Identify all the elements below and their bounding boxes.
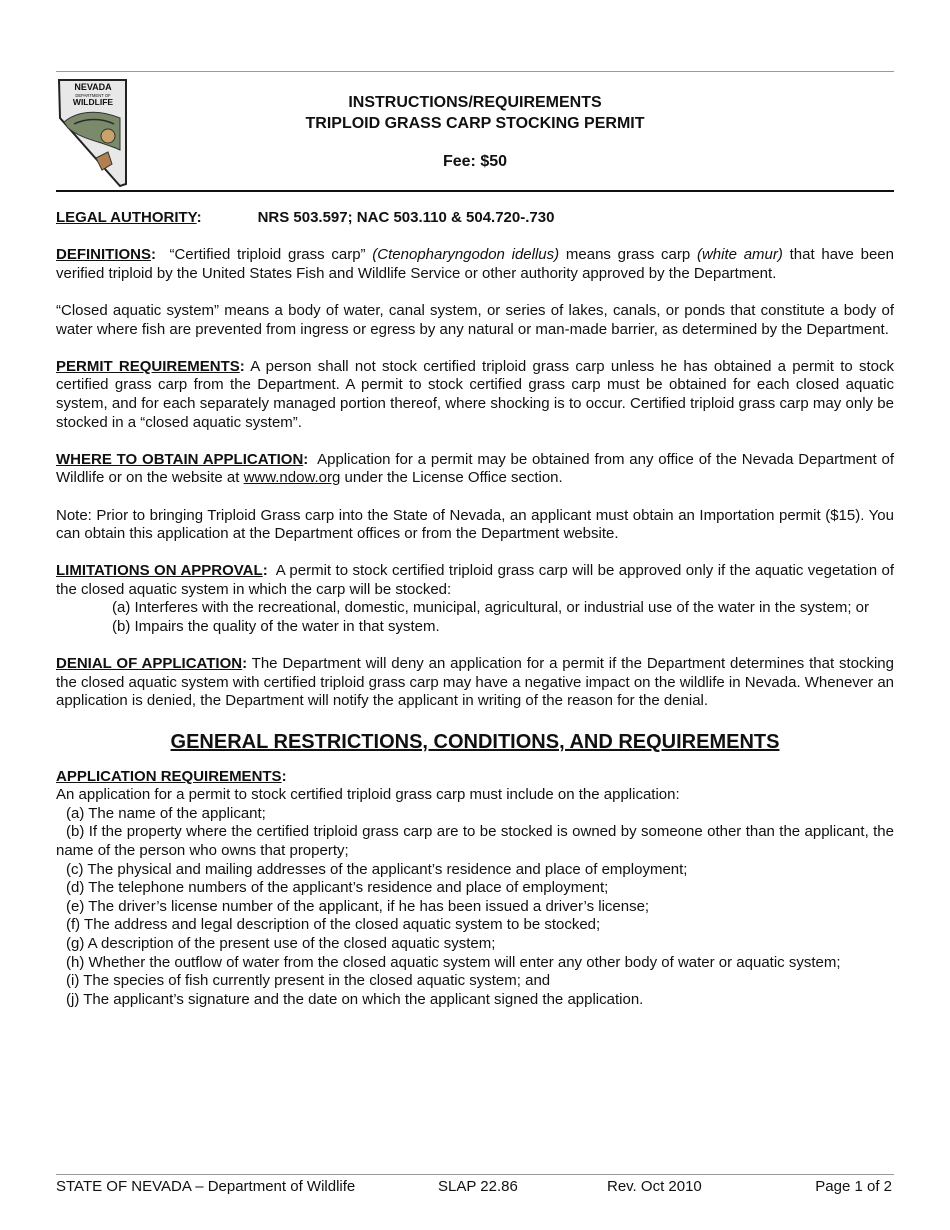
closed-aquatic-system-definition: “Closed aquatic system” means a body of water, canal system, or series of lakes, canals, or ponds that constitute a body of water where fish are prevented from ingress or egress by any natural or man-made barrier, as determined by the Department.	[56, 301, 894, 338]
application-requirements-list	[56, 805, 894, 1010]
logo-text-line3: WILDLIFE	[72, 97, 114, 107]
definitions-text-2: means grass carp	[559, 246, 697, 264]
list-item	[56, 972, 894, 991]
requirement-h: (h) Whether the outflow of water from the closed aquatic system will enter any other body of water or aquatic system;	[66, 953, 841, 971]
obtain-application-label: WHERE TO OBTAIN APPLICATION	[56, 450, 304, 468]
definitions-text-3: that have been verified triploid by the United States Fish and Wildlife Service or other authority approved by the Department.	[56, 246, 894, 282]
footer-page-number: Page 1 of 2	[815, 1178, 892, 1195]
footer-form-number: SLAP 22.86	[438, 1178, 518, 1195]
denial-paragraph: DENIAL OF APPLICATION: The Department will deny an application for a permit if the Department determines that stocking the closed aquatic system with certified triploid grass carp may have a negative impact on the wildlife in Nevada. Whenever an application is denied, the Department will notify the applicant in writing of the reason for the denial.	[56, 655, 894, 710]
requirement-f: (f) The address and legal description of the closed aquatic system to be stocked;	[66, 916, 601, 934]
title-line2: TRIPLOID GRASS CARP STOCKING PERMIT	[305, 115, 645, 132]
fee-label: Fee: $50	[442, 153, 508, 170]
list-item	[56, 879, 894, 898]
legal-authority	[56, 209, 894, 228]
footer-agency: STATE OF NEVADA – Department of Wildlife	[56, 1178, 356, 1195]
requirement-e: (e) The driver’s license number of the applicant, if he has been issued a driver’s license;	[66, 897, 650, 915]
legal-citation: NRS 503.597; NAC 503.110 & 504.720-.730	[257, 209, 555, 226]
definitions-label: DEFINITIONS	[56, 246, 152, 264]
limitations-label: LIMITATIONS ON APPROVAL	[56, 562, 263, 580]
top-rule	[56, 71, 894, 72]
definitions-paragraph: DEFINITIONS: “Certified triploid grass carp” (Ctenopharyngodon idellus) means grass carp (white amur) that have been verified triploid by the United States Fish and Wildlife Service or other authority approved by the Department.	[56, 246, 894, 282]
limitations-paragraph: LIMITATIONS ON APPROVAL: A permit to stock certified triploid grass carp will be approved only if the aquatic vegetation of the closed aquatic system in which the carp will be stocked:	[56, 562, 899, 598]
list-item	[56, 991, 894, 1010]
title-line1: INSTRUCTIONS/REQUIREMENTS	[348, 94, 602, 111]
scientific-name: (Ctenopharyngodon idellus)	[372, 246, 560, 264]
list-item	[56, 805, 894, 824]
application-requirements-section: APPLICATION REQUIREMENTS: An application for a permit to stock certified triploid grass carp must include on the application: (a) The name of the applicant; (b) If the property where the certified triploid grass carp are to be stocked is owned by someone other than the applicant, the name of the person who owns that property; (c) The physical and mailing addresses of the applicant’s residence and place of employment; (d) The telephone numbers of the applicant’s residence and place of employment; (e) The driver’s license number of the applicant, if he has been issued a driver’s license; (f) The address and legal description of the closed aquatic system to be stocked; (g) A description of the present use of the closed aquatic system; (h) Whether the outflow of water from the closed aquatic system will enter any other body of water or aquatic system; (i) The species of fish currently present in the closed aquatic system; and (j) The applicant’s signature and the date on which the applicant signed the application.	[56, 767, 894, 1008]
obtain-application-paragraph: WHERE TO OBTAIN APPLICATION: Application for a permit may be obtained from any office of the Nevada Department of Wildlife or on the website at www.ndow.org under the License Office section.	[56, 450, 899, 487]
list-item	[56, 935, 894, 954]
application-requirements-intro: An application for a permit to stock certified triploid grass carp must include on the application:	[56, 786, 680, 804]
definitions-text-1: “Certified triploid grass carp”	[156, 246, 373, 264]
requirement-d: (d) The telephone numbers of the applicant’s residence and place of employment;	[66, 879, 609, 897]
limitation-item-a: (a) Interferes with the recreational, domestic, municipal, agricultural, or industrial use of the water in the system; or	[112, 599, 869, 617]
obtain-application-text-2: under the License Office section.	[340, 469, 563, 487]
application-requirements-label: APPLICATION REQUIREMENTS	[56, 767, 282, 785]
document-body	[56, 209, 899, 1009]
permit-requirements-label: PERMIT REQUIREMENTS	[56, 357, 240, 375]
list-item	[56, 916, 894, 935]
permit-requirements-text: A person shall not stock certified triploid grass carp unless he has obtained a permit to stock certified grass carp from the Department. A permit to stock certified grass carp must be obtained for each closed aquatic system, and for each separately managed portion thereof, where shocking is to occur. Certified triploid grass carp may only be stocked in a “closed aquatic system”.	[56, 357, 894, 431]
general-section-title: GENERAL RESTRICTIONS, CONDITIONS, AND REQUIREMENTS	[170, 731, 780, 754]
permit-requirements-paragraph: PERMIT REQUIREMENTS: A person shall not stock certified triploid grass carp unless he has obtained a permit to stock certified grass carp from the Department. A permit to stock certified grass carp must be obtained for each closed aquatic system, and for each separately managed portion thereof, where shocking is to occur. Certified triploid grass carp may only be stocked in a “closed aquatic system”.	[56, 357, 894, 431]
requirement-g: (g) A description of the present use of the closed aquatic system;	[66, 934, 496, 952]
list-item	[56, 823, 894, 860]
list-item	[56, 861, 894, 880]
requirement-i: (i) The species of fish currently present in the closed aquatic system; and	[66, 972, 551, 990]
requirement-j: (j) The applicant’s signature and the date on which the applicant signed the application.	[66, 990, 644, 1008]
logo-text-line1: NEVADA	[74, 82, 112, 92]
importation-note: Note: Prior to bringing Triploid Grass carp into the State of Nevada, an applicant must obtain an Importation permit ($15). You can obtain this application at the Department offices or from the Department website.	[56, 506, 894, 543]
requirement-a: (a) The name of the applicant;	[66, 804, 266, 822]
limitations-text: A permit to stock certified triploid grass carp will be approved only if the aquatic vegetation of the closed aquatic system in which the carp will be stocked:	[56, 562, 899, 598]
common-name: (white amur)	[696, 246, 783, 264]
legal-authority-label: LEGAL AUTHORITY	[56, 209, 197, 226]
list-item	[56, 898, 894, 917]
ndow-website-link[interactable]: www.ndow.org	[243, 469, 341, 487]
obtain-application-text-1: Application for a permit may be obtained from any office of the Nevada Department of Wildlife or on the website at	[56, 450, 899, 487]
logo-text-line2: DEPARTMENT OF	[75, 93, 111, 98]
document-title	[56, 92, 894, 134]
document-header	[56, 78, 894, 192]
footer-rule	[56, 1174, 894, 1175]
requirement-c: (c) The physical and mailing addresses of the applicant’s residence and place of employment;	[66, 860, 688, 878]
list-item	[56, 954, 894, 973]
footer-revision: Rev. Oct 2010	[607, 1178, 702, 1195]
limitation-item-b: (b) Impairs the quality of the water in that system.	[112, 618, 440, 636]
legal-authority-colon: :	[196, 209, 202, 226]
denial-label: DENIAL OF APPLICATION	[56, 655, 243, 673]
denial-text: The Department will deny an application for a permit if the Department determines that stocking the closed aquatic system with certified triploid grass carp may have a negative impact on the wildlife in Nevada. Whenever an application is denied, the Department will notify the applicant in writing of the reason for the denial.	[56, 655, 894, 710]
requirement-b: (b) If the property where the certified triploid grass carp are to be stocked is owned by someone other than the applicant, the name of the person who owns that property;	[56, 823, 894, 859]
